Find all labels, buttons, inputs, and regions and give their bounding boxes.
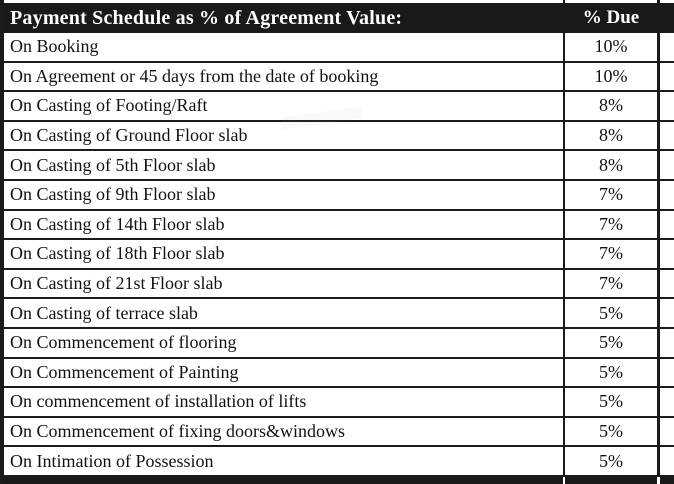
percent-due-value: 7%	[565, 240, 660, 268]
table-row	[4, 388, 674, 418]
milestone-label: On Booking	[4, 33, 565, 61]
milestone-label: On Commencement of flooring	[4, 329, 565, 357]
cropped-column-stub	[660, 270, 674, 298]
milestone-label: On Casting of terrace slab	[4, 299, 565, 327]
milestone-label: On Casting of 9th Floor slab	[4, 181, 565, 209]
cropped-column-stub	[660, 418, 674, 446]
percent-due-value: 5%	[565, 329, 660, 357]
cropped-column-stub	[660, 211, 674, 239]
cropped-column-stub	[660, 447, 674, 475]
table-row	[4, 240, 674, 270]
percent-due-value: 7%	[565, 211, 660, 239]
table-row	[4, 418, 674, 448]
cropped-cell	[4, 477, 565, 484]
cropped-column-stub	[660, 151, 674, 179]
table-row	[4, 33, 674, 63]
milestone-label: On Casting of Ground Floor slab	[4, 122, 565, 150]
milestone-label: On Casting of Footing/Raft	[4, 92, 565, 120]
cropped-column-stub	[660, 359, 674, 387]
percent-due-header: % Due	[565, 3, 660, 33]
milestone-label: On Casting of 21st Floor slab	[4, 270, 565, 298]
milestone-label: On Intimation of Possession	[4, 447, 565, 475]
percent-due-value: 8%	[565, 122, 660, 150]
cropped-column-stub	[660, 477, 674, 484]
percent-due-value: 10%	[565, 33, 660, 61]
cropped-column-stub	[660, 63, 674, 91]
cropped-cell	[565, 477, 660, 484]
table-header-row	[4, 3, 674, 33]
milestone-label: On Commencement of fixing doors&windows	[4, 418, 565, 446]
table-row	[4, 92, 674, 122]
percent-due-value: 5%	[565, 447, 660, 475]
cropped-column-stub	[660, 388, 674, 416]
table-row	[4, 270, 674, 300]
table-row	[4, 122, 674, 152]
table-row	[4, 211, 674, 241]
table-row	[4, 151, 674, 181]
milestone-label: On Commencement of Painting	[4, 359, 565, 387]
cropped-column-stub	[660, 122, 674, 150]
cropped-column-stub	[660, 33, 674, 61]
table-row	[4, 181, 674, 211]
milestone-label: On Agreement or 45 days from the date of booking	[4, 63, 565, 91]
percent-due-value: 8%	[565, 151, 660, 179]
percent-due-value: 5%	[565, 359, 660, 387]
cropped-column-stub	[660, 3, 674, 33]
percent-due-value: 7%	[565, 270, 660, 298]
table-row	[4, 299, 674, 329]
percent-due-value: 10%	[565, 63, 660, 91]
milestone-label: On Casting of 5th Floor slab	[4, 151, 565, 179]
percent-due-value: 5%	[565, 388, 660, 416]
cropped-column-stub	[660, 181, 674, 209]
cropped-row-below	[4, 477, 674, 484]
cropped-column-stub	[660, 299, 674, 327]
percent-due-value: 5%	[565, 418, 660, 446]
milestone-label: On Casting of 18th Floor slab	[4, 240, 565, 268]
cropped-column-stub	[660, 240, 674, 268]
percent-due-value: 5%	[565, 299, 660, 327]
milestone-label: On commencement of installation of lifts	[4, 388, 565, 416]
cropped-column-stub	[660, 329, 674, 357]
table-title: Payment Schedule as % of Agreement Value:	[4, 3, 565, 33]
table-row	[4, 447, 674, 477]
table-row	[4, 329, 674, 359]
percent-due-value: 8%	[565, 92, 660, 120]
percent-due-value: 7%	[565, 181, 660, 209]
table-row	[4, 359, 674, 389]
cropped-column-stub	[660, 92, 674, 120]
milestone-label: On Casting of 14th Floor slab	[4, 211, 565, 239]
table-row	[4, 63, 674, 93]
